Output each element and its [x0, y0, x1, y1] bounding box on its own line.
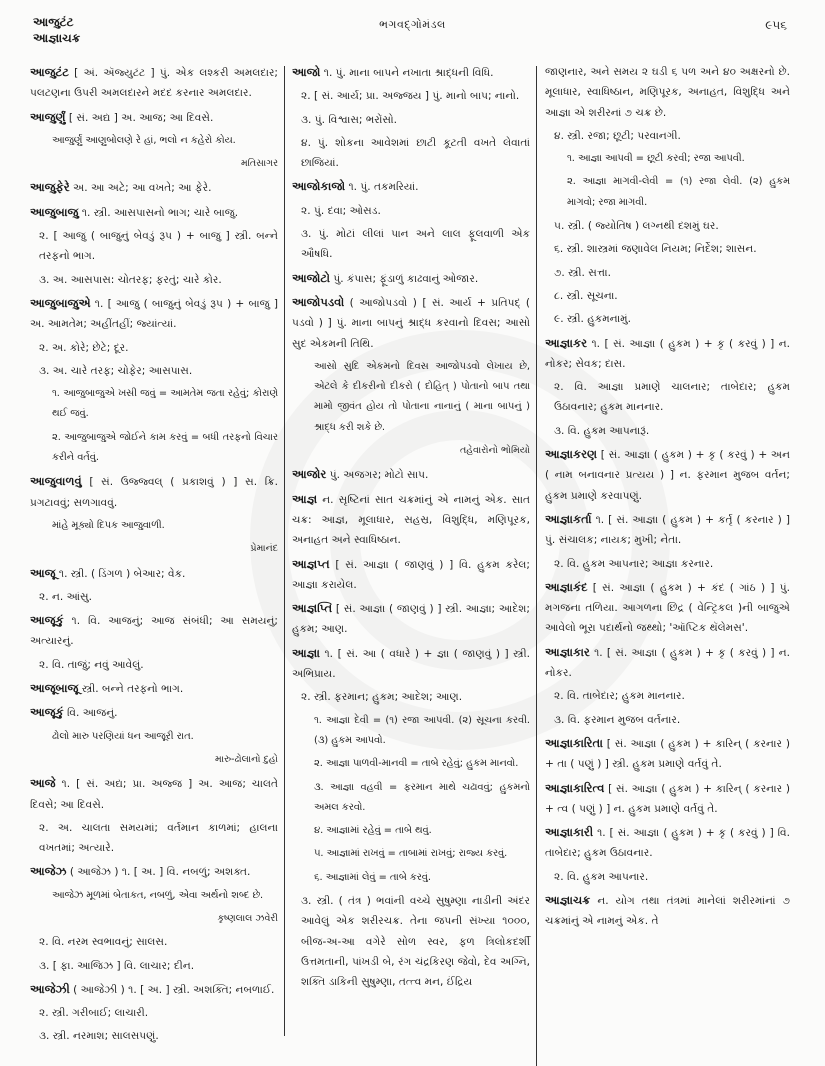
- citation: ૧. આજ્ઞા આપવી = છૂટી કરવી; રજા આપવી.: [567, 153, 745, 165]
- dictionary-entry: [292, 268, 530, 289]
- dictionary-entry: [30, 861, 278, 882]
- dictionary-entry: [30, 773, 278, 815]
- headword: આજુબાજુ: [30, 204, 79, 219]
- definition: સ્ત્રી. બન્ને તરફનો ભાગ.: [78, 683, 184, 696]
- headword: આજ્ઞાકારિતા: [545, 735, 603, 750]
- dictionary-entry: [30, 979, 278, 1000]
- guide-word-last: આજ્ઞાચક્ર: [33, 31, 81, 45]
- dictionary-entry: [30, 293, 278, 335]
- citation: આસો સુદિ એકમનો દિવસ આજોપડવો લેખાય છે, એટલે કે દીકરીનો દીકરો ( દોહિત્ ) પોતાનો બાપ તથા મામો જીવંત હોય તો પોતાના નાનાનું ( માના બાપનું ) શ્રાદ્ધ કરી શકે છે.: [314, 360, 530, 433]
- dictionary-entry: [30, 107, 278, 128]
- dictionary-entry: [292, 464, 530, 485]
- sub-sense: ૩. પું. મોટાં લીલાં પાન અને લાલ ફૂલવાળી એક ઔષધિ.: [301, 228, 530, 261]
- headword: આજુવાળવું: [30, 474, 82, 489]
- headword: આજોટો: [292, 270, 330, 285]
- dictionary-entry: [545, 890, 790, 932]
- dictionary-entry: [30, 471, 278, 513]
- definition: ૧. સ્ત્રી. ( ડિંગળ ) બેઆર; વેક.: [55, 567, 186, 580]
- sub-sense: ૩. વિ. ફરમાન મુજબ વર્તનાર.: [554, 713, 681, 726]
- definition: [ સં. આજ્ઞા ( હુકમ ) + કૃ ( કરવું ) + અન ( નામ બનાવનાર પ્રત્યય ) ] ન. ફરમાન મુજબ વર્તન; હુકમ પ્રમાણે કરવાપણું.: [545, 449, 790, 502]
- definition: ૧. [ સં. આજ્ઞા ( હુકમ ) + કૃ ( કરવું ) ] ન. નોકર.: [545, 646, 790, 680]
- sub-sense: ૨. વિ. આજ્ઞા પ્રમાણે ચાલનાર; તાબેદાર; હુકમ ઉઠાવનાર; હુકમ માનનાર.: [554, 381, 790, 414]
- headword: આજ્ઞાકર્તા: [545, 511, 592, 526]
- headword: આજોર: [292, 467, 327, 482]
- citation-source: તહેવારોનો ભોમિયો: [459, 445, 530, 457]
- sub-sense: ૩. અ. આસપાસ: ચોતરફ; ફરતું; ચારે કોર.: [39, 273, 222, 286]
- citation: ૨. આજુબાજુએ જોઈને કામ કરવું = બધી તરફનો વિચાર કરીને વર્તવું.: [52, 431, 278, 464]
- definition: ( આજેઝી ) ૧. [ અ. ] સ્ત્રી. અશક્તિ; નબળાઈ.: [69, 983, 275, 996]
- citation: ૧. આજ્ઞા દેવી = (૧) રજા આપવી. (૨) સૂચના કરવી. (૩) હુકમ આપવો.: [314, 714, 530, 746]
- dictionary-entry: [30, 702, 278, 723]
- citation: આજુર્ણું આણુબોલણે રે હાં, ભલો ન કહેરો કોય.: [52, 134, 236, 146]
- headword: આજ્ઞપ્ત: [292, 556, 330, 571]
- sub-sense: ૨. વિ. હુકમ આપનાર.: [554, 870, 649, 883]
- headword: આજોકાજો: [292, 179, 346, 194]
- citation: ૬. આજ્ઞામાં લેવું = તાબે કરવું.: [314, 871, 431, 883]
- definition: ૧. સ્ત્રી. આસપાસનો ભાગ; ચારે બાજુ.: [78, 206, 239, 219]
- definition: [ સં. અદ્ય ] અ. આજ; આ દિવસે.: [65, 111, 214, 124]
- sub-sense: ૨. અ. ચાલતા સમયમાં; વર્તમાન કાળમાં; હાલના વખતમાં; અત્યારે.: [39, 821, 278, 855]
- dictionary-entry: [545, 333, 790, 375]
- citation-source: પ્રેમાનંદ: [250, 543, 278, 555]
- column-divider-2: [536, 66, 537, 1066]
- headword: આજુર્ણું: [30, 109, 66, 124]
- page-header: [0, 0, 825, 60]
- headword: આજ્ઞાકરણ: [545, 447, 598, 462]
- headword: આજૂ: [30, 565, 56, 580]
- page-title: ભગવદ્ગોમંડલ: [379, 18, 446, 31]
- headword: આજ્ઞાકાર: [545, 644, 590, 659]
- citation: માંહે મૂક્યો દિપક આજુવાળી.: [52, 519, 165, 531]
- citation-source: કૃષ્ણલાલ ઝવેરી: [217, 912, 278, 924]
- definition: અ. આ અટે; આ વખતે; આ ફેરે.: [69, 182, 212, 195]
- definition: ન. યોગ તથા તંત્રમાં માનેલાં શરીરમાંનાં ૭ ચક્રમાંનું એ નામનું એક. તે: [545, 894, 790, 928]
- citation-source: મતિસાગર: [240, 158, 278, 170]
- dictionary-entry: [30, 62, 278, 104]
- definition-continued: જાણનાર, અને સમય ૨ ઘડી ૬ પળ અને ૪૦ અક્ષરનો છે. મૂલાધાર, સ્વાધિષ્ઠાન, મણિપૂરક, અનાહત, વિશુદ્ધિ અને આજ્ઞા એ શરીરનાં ૭ ચક્ર છે.: [545, 66, 790, 119]
- definition: ૧. વિ. આજનું; આજ સંબંધી; આ સમયનું; અત્યારનું.: [30, 615, 278, 648]
- headword: આજે: [30, 776, 56, 791]
- citation: ૫. આજ્ઞામાં રાખવું = તાબામાં રાખવું; રાજ્ય કરવું.: [314, 848, 508, 860]
- dictionary-entry: [292, 489, 530, 551]
- sub-sense: ૬. સ્ત્રી. શાસ્ત્રમાં જણાવેલ નિયમ; નિર્દેશ; શાસન.: [554, 243, 757, 256]
- definition: ૧. પું. તકમરિયાં.: [345, 181, 419, 194]
- sub-sense: ૨. વિ. તાજું; નવું આવેલું.: [39, 658, 144, 671]
- headword: આજૂકું: [30, 613, 64, 628]
- definition: ૧. [ આજુ ( બાજુનું બેવડું રૂપ ) + બાજુ ] અ. આમતેમ; અહીંતહીં; જ્યાંત્યાં.: [30, 297, 278, 331]
- dictionary-entry: [545, 444, 790, 506]
- sub-sense: ૨. [ આજુ ( બાજુનું બેવડું રૂપ ) + બાજુ ] સ્ત્રી. બન્ને તરફનો ભાગ.: [39, 230, 278, 263]
- column-divider-1: [284, 66, 285, 1036]
- headword: આજ્ઞપ્તિ: [292, 601, 333, 616]
- guide-word-first: આજુટંટ: [33, 15, 74, 29]
- definition: [ સં. આજ્ઞા ( હુકમ ) + કંદ ( ગાંઠ ) ] પું. મગજના તળિયા. આગળના છિદ્ર ( વેન્ટ્રિકલ )ની બાજુએ આવેલો ભૂરા પદાર્થનો જથ્થો; 'ઑપ્ટિક થૅલેમસ'.: [545, 581, 790, 635]
- sub-sense: ૪. સ્ત્રી. રજા; છૂટી; પરવાનગી.: [554, 129, 681, 142]
- sub-sense: ૩. સ્ત્રી. નરમાશ; સાલસપણું.: [39, 1030, 159, 1043]
- headword: આજૂબાજૂ: [30, 681, 79, 696]
- definition: વિ. આજનું.: [63, 707, 118, 720]
- definition: [ સં. આજ્ઞા ( જાણવું ) ] સ્ત્રી. આજ્ઞા; આદેશ; હુકમ; આણ.: [292, 603, 530, 636]
- sub-sense: ૩. અ. ચારે તરફ; ચોફેર; આસપાસ.: [39, 364, 193, 377]
- sub-sense: ૪. પું. શોકના આવેશમાં છાટી કૂટતી વખતે લેવાતાં છાજિયાં.: [301, 136, 530, 170]
- citation-source: મારુ-ઢોલાનો દુહો: [215, 753, 278, 765]
- headword: આજુબાજુએ: [30, 295, 91, 310]
- headword: આજ્ઞાકારી: [545, 825, 594, 840]
- headword: આજ્ઞા: [292, 645, 320, 660]
- definition: [ સં. આજ્ઞા ( હુકમ ) + કારિન્ ( કરનાર ) + તા ( પણું ) ] સ્ત્રી. હુકમ પ્રમાણે વર્તવું તે.: [545, 737, 790, 771]
- citation: ૪. આજ્ઞામાં રહેવું = તાબે થવું.: [314, 825, 432, 837]
- sub-sense: ૨. વિ. તાબેદાર; હુકમ માનનાર.: [554, 690, 685, 703]
- dictionary-entry: [545, 778, 790, 820]
- column-2: [292, 62, 530, 995]
- definition: ( આજેઝ ) ૧. [ અ. ] વિ. નબળું; અશક્ત.: [66, 866, 251, 879]
- sub-sense: ૨. [ સં. આર્ય; પ્રા. અજ્જય ] પું. માનો બાપ; નાનો.: [301, 90, 520, 103]
- definition: [ સં. આજ્ઞા ( જાણવું ) ] વિ. હુકમ કરેલ; આજ્ઞા કરાયેલ.: [292, 558, 530, 591]
- dictionary-entry: [545, 642, 790, 684]
- definition: [ સં. ઉજ્જ્વલ્ ( પ્રકાશવું ) ] સ. ક્રિ. પ્રગટાવવું; સળગાવવું.: [30, 476, 278, 509]
- definition: ન. સૃષ્ટિનાં સાત ચક્રમાંનું એ નામનું એક. સાત ચક્ર: આજ્ઞ, મૂલાધાર, સહસ્ર, વિશુદ્ધિ, મણિપૂરક, અનાહત અને સ્વાધિષ્ઠાન.: [292, 493, 530, 547]
- sub-sense: ૭. સ્ત્રી. સત્તા.: [554, 266, 611, 279]
- sub-sense: ૨. પું. દવા; ઓસડ.: [301, 204, 381, 217]
- dictionary-entry: [292, 554, 530, 596]
- citation: ઢોલો મારુ પરણિયાં ધન આજૂરી રાત.: [52, 730, 194, 742]
- headword: આજેઝી: [30, 981, 70, 996]
- sub-sense: ૨. સ્ત્રી. ફરમાન; હુકમ; આદેશ; આણ.: [301, 691, 463, 704]
- headword: આજુફેરે: [30, 180, 70, 195]
- sub-sense: ૩. [ ફા. આજિઝ ] વિ. લાચાર; દીન.: [39, 959, 195, 972]
- headword: આજ્ઞાકંદ: [545, 579, 588, 594]
- dictionary-entry: [292, 292, 530, 354]
- headword: આજ્ઞાચક્ર: [545, 892, 591, 907]
- definition: [ અં. ઍજ્યુટંટ ] પું. એક લશ્કરી અમલદાર; પલટણના ઉપરી અમલદારને મદદ કરનાર અમલદાર.: [30, 67, 278, 100]
- definition: ૧. [ સં. આજ્ઞા ( હુકમ ) + કર્તૃ ( કરનાર ) ] પું. સંચાલક; નાયક; મુખી; નેતા.: [545, 513, 790, 547]
- headword: આજેઝ: [30, 864, 67, 879]
- citation: આજેઝ મૂળમાં બેતાકત, નબળું, એવા અર્થનો શબ્દ છે.: [52, 889, 264, 901]
- dictionary-entry: [545, 509, 790, 551]
- dictionary-entry: [292, 598, 530, 640]
- dictionary-entry: [292, 176, 530, 197]
- sub-sense: ૮. સ્ત્રી. સૂચના.: [554, 289, 618, 302]
- page-number: ૯૫૬: [765, 18, 787, 32]
- sub-sense: ૩. વિ. હુકમ આપનારૂં.: [554, 424, 650, 437]
- sub-sense: ૨. વિ. હુકમ આપનાર; આજ્ઞા કરનાર.: [554, 557, 714, 570]
- headword: આજ્ઞાકર: [545, 335, 588, 350]
- definition: [ સં. આજ્ઞા ( હુકમ ) + કારિન્ ( કરનાર ) + ત્વ ( પણું ) ] ન. હુકમ પ્રમાણે વર્તવું તે.: [545, 782, 790, 815]
- definition: પું. અજગર; મોટો સાપ.: [326, 469, 429, 482]
- citation: ૨. આજ્ઞા માગવી-લેવી = (૧) રજા લેવી. (૨) હુકમ માગવો; રજા માગવી.: [567, 176, 790, 208]
- headword: આજો: [292, 65, 321, 79]
- definition: ૧. [ સં. આ ( વધારે ) + જ્ઞા ( જાણવું ) ] સ્ત્રી. અભિપ્રાય.: [292, 647, 530, 681]
- headword: આજ્ઞાકારિત્વ: [545, 780, 605, 795]
- headword: આજૂકું: [30, 705, 64, 720]
- definition: ૧. [ સં. અદ્ય; પ્રા. અજ્જ ] અ. આજ; ચાલતે દિવસે; આ દિવસે.: [30, 778, 278, 811]
- citation: ૧. આજુબાજુએ ખસી જવું = આમતેમ જતા રહેવું; કોરાણે થઈ જવું.: [52, 388, 278, 420]
- headword: આજુટંટ: [30, 65, 69, 79]
- sub-sense: ૨. ન. આંસુ.: [39, 590, 93, 603]
- definition: ૧. [ સં. આજ્ઞા ( હુકમ ) + કૃ ( કરવું ) ] ન. નોકર; સેવક; દાસ.: [545, 337, 790, 370]
- sub-sense: ૨. વિ. નરમ સ્વભાવનું; સાલસ.: [39, 936, 168, 949]
- dictionary-entry: [292, 62, 530, 83]
- dictionary-entry: [545, 733, 790, 775]
- sub-sense: ૩. સ્ત્રી. ( તંત્ર ) ભવાંની વચ્ચે સુષુમ્ણા નાડીની અંદર આવેલું એક શરીરચક્ર. તેના જપની સંખ્યા ૧૦૦૦, બીજ-અ-આ વગેરે સોળ સ્વર, ફળ ત્રિલોકદર્શી ઉત્તમતાની, પાંખડી બે, રંગ ચંદ્રકિરણ જેવો, દેવ અગ્નિ, શક્તિ ડાકિની સુષુમ્ણા, તત્ત્વ મન, ઈંદ્રિય: [301, 894, 530, 989]
- headword: આજ્ઞ: [292, 491, 318, 506]
- headword: આજોપડવો: [292, 294, 345, 309]
- sub-sense: ૯. સ્ત્રી. હુકમનામું.: [554, 313, 632, 326]
- dictionary-entry: [30, 202, 278, 223]
- column-1: [30, 62, 278, 1050]
- dictionary-entry: [30, 563, 278, 584]
- definition: ૧. [ સં. આજ્ઞા ( હુકમ ) + કૃ ( કરવું ) ] વિ. તાબેદાર; હુકમ ઉઠાવનાર.: [545, 827, 790, 860]
- dictionary-entry: [30, 177, 278, 198]
- dictionary-entry: [545, 822, 790, 864]
- dictionary-entry: [545, 577, 790, 639]
- dictionary-entry: [30, 678, 278, 699]
- citation: ૩. આજ્ઞા વહવી = ફરમાન માથે ચઢાવવું; હુકમનો અમલ કરવો.: [314, 781, 530, 813]
- sub-sense: ૫. સ્ત્રી. ( જ્યોતિષ ) લગ્નથી દશમું ઘર.: [554, 220, 719, 233]
- sub-sense: ૩. પું. વિશ્વાસ; ભરોંસો.: [301, 113, 398, 126]
- definition: ( આજોપડવો ) [ સં. આર્ય + પ્રતિપદ્ ( પડવો ) ] પું. માના બાપનું શ્રાદ્ધ કરવાનો દિવસ; આસો સુદ એકમની તિથિ.: [292, 296, 530, 350]
- dictionary-entry: [30, 610, 278, 652]
- definition: ૧. પું. માના બાપને નખાતા શ્રાદ્ધની વિધિ.: [320, 67, 494, 79]
- column-3: [545, 62, 790, 935]
- sub-sense: ૨. અ. કોરે; છેટે; દૂર.: [39, 341, 129, 354]
- dictionary-entry: [292, 643, 530, 685]
- sub-sense: ૨. સ્ત્રી. ગરીબાઈ; લાચારી.: [39, 1007, 149, 1020]
- definition: પું. કંપાસ; ફૂંડાળું કાઢવાનું ઓજાર.: [329, 272, 479, 285]
- citation: ૨. આજ્ઞા પાળવી-માનવી = તાબે રહેવું; હુકમ માનવો.: [314, 758, 519, 770]
